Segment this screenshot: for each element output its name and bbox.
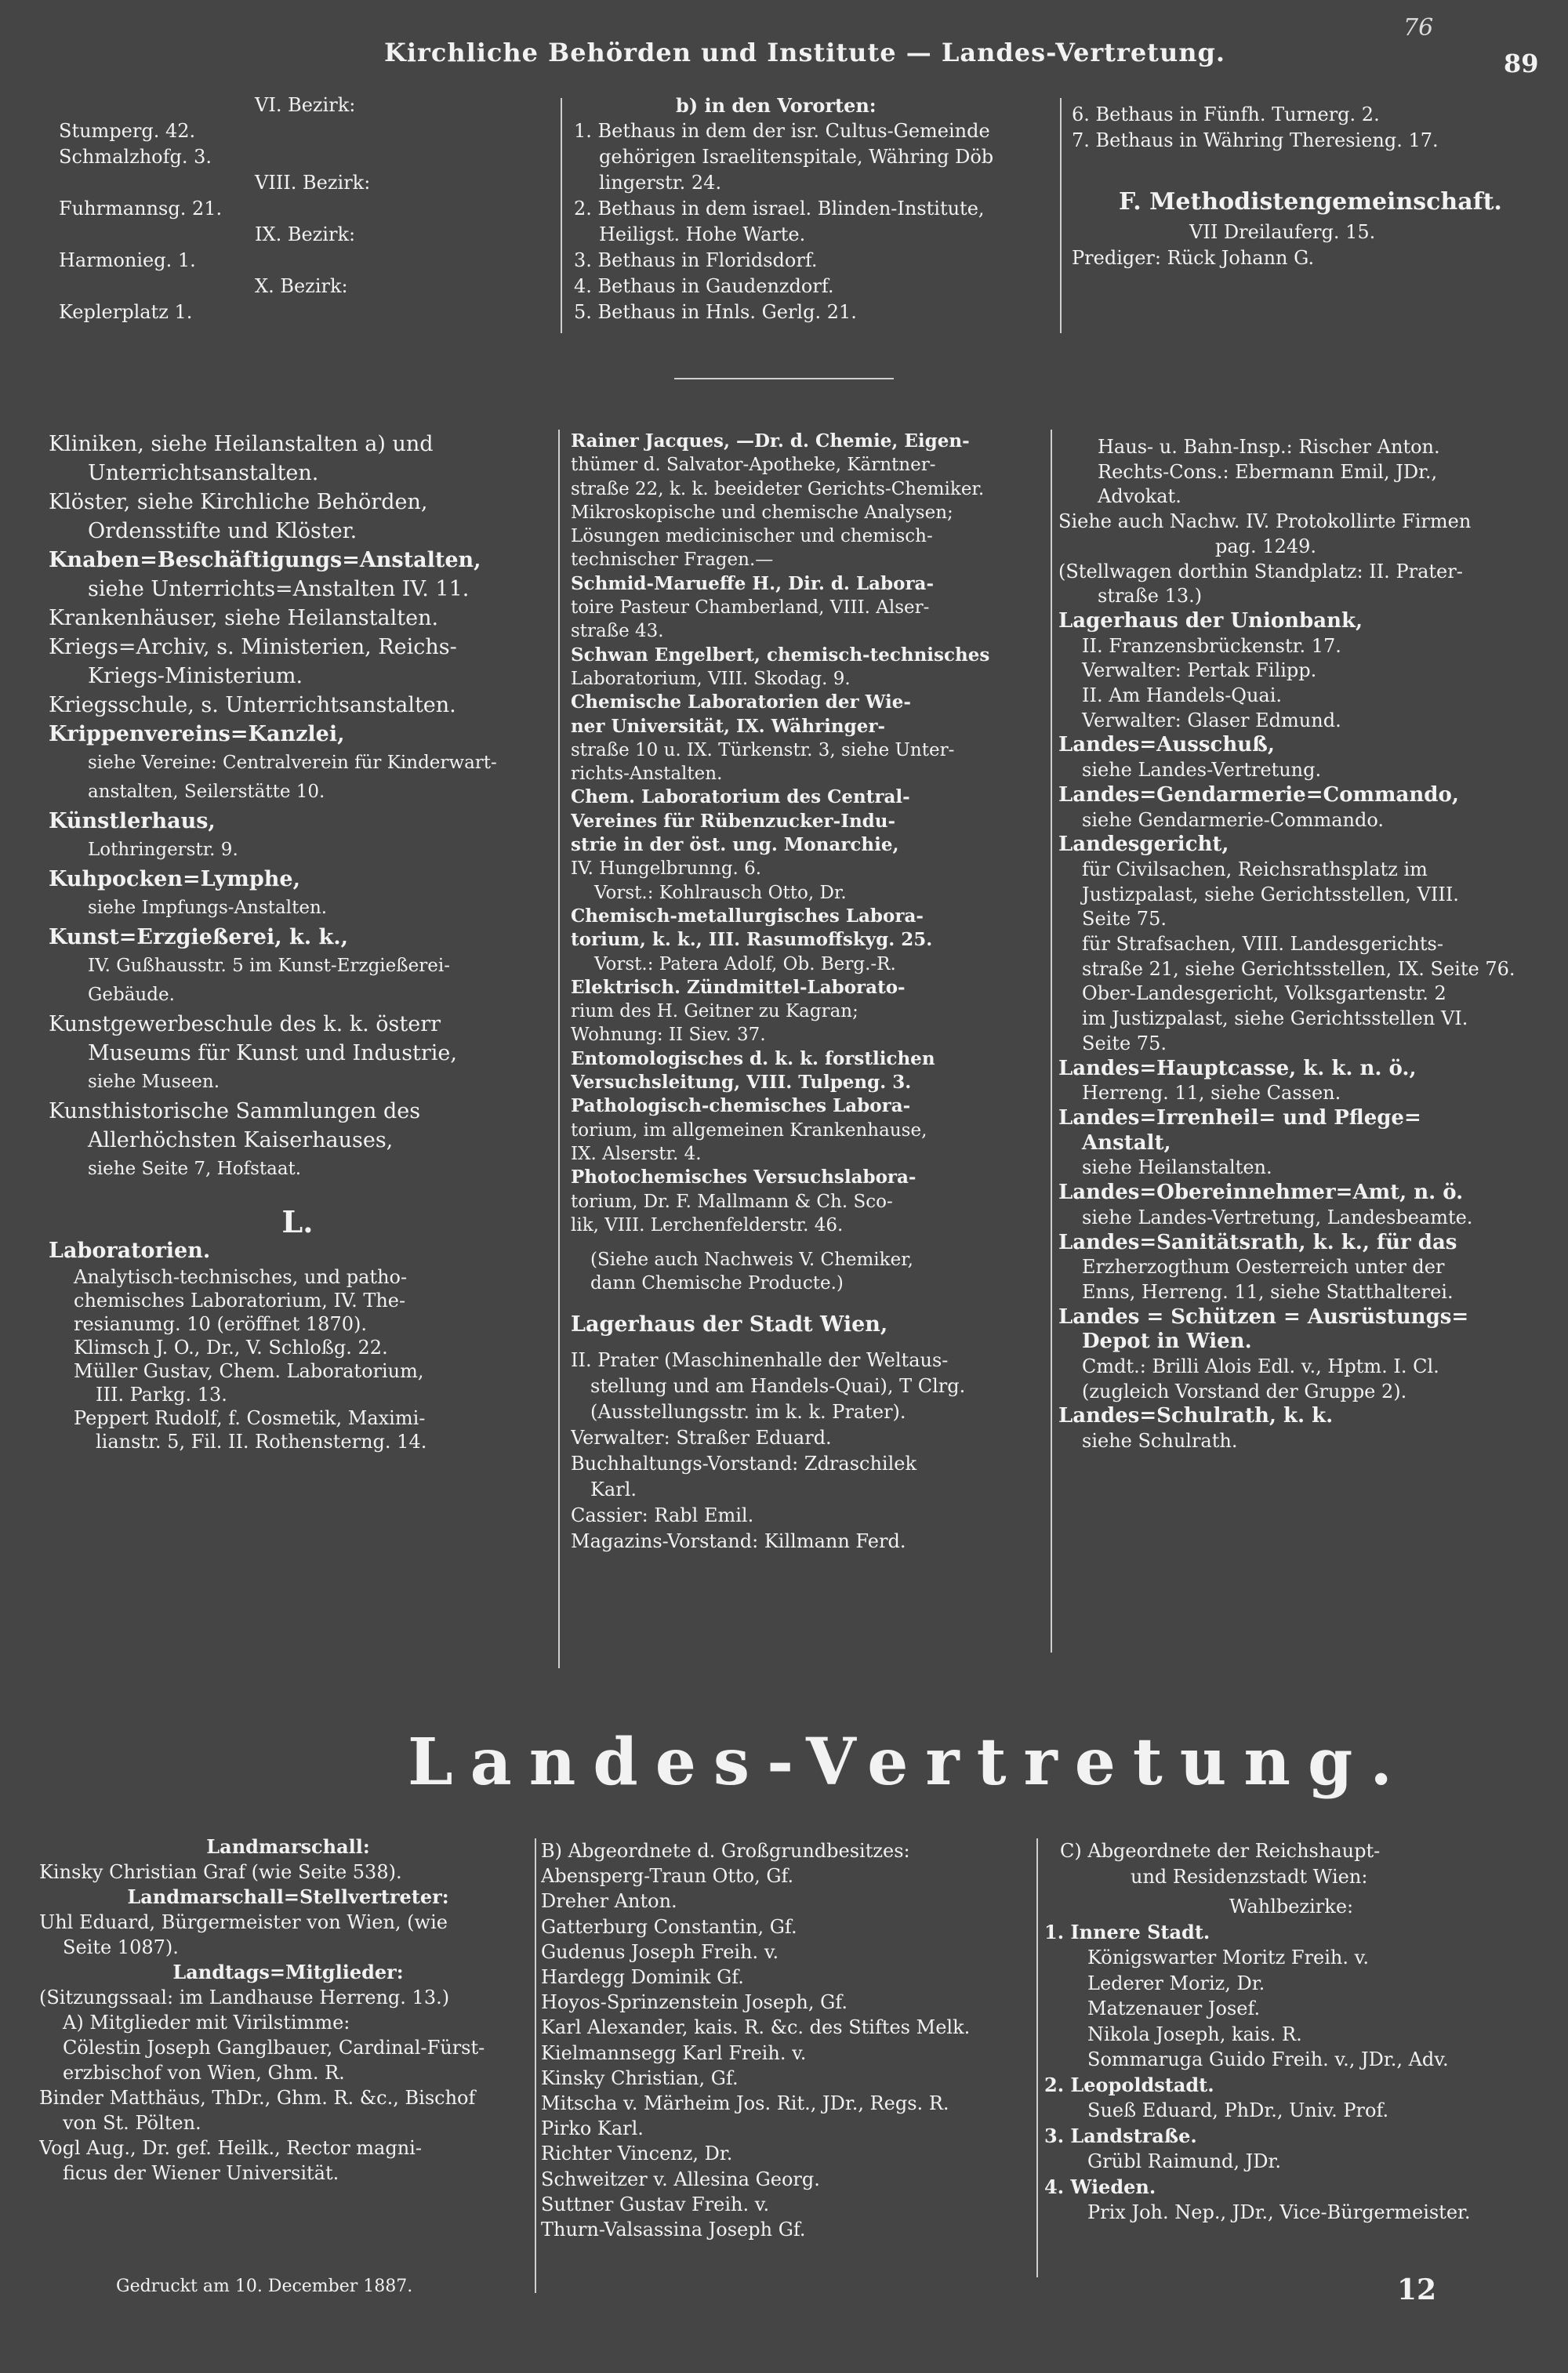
column-rule xyxy=(1051,430,1052,1653)
entry-line: Chemische Laboratorien der Wie- xyxy=(571,691,911,713)
entry-line: Verwalter: Glaser Edmund. xyxy=(1082,709,1341,731)
entry-line: Landes = Schützen = Ausrüstungs= xyxy=(1058,1304,1469,1329)
entry-line: Kuhpocken=Lymphe, xyxy=(49,867,300,891)
entry-line: straße 43. xyxy=(571,621,664,642)
list-item: Prediger: Rück Johann G. xyxy=(1072,247,1315,269)
entry-line: Magazins-Vorstand: Killmann Ferd. xyxy=(571,1529,906,1552)
entry-line: Landesgericht, xyxy=(1058,833,1229,857)
entry-line: Uhl Eduard, Bürgermeister von Wien, (wie xyxy=(39,1911,448,1933)
print-note: Gedruckt am 10. December 1887. xyxy=(116,2277,413,2296)
entry-line: Landes=Ausschuß, xyxy=(1058,733,1275,757)
entry-line: Vogl Aug., Dr. gef. Heilk., Rector magni- xyxy=(39,2137,422,2159)
entry-line: Knaben=Beschäftigungs=Anstalten, xyxy=(49,548,481,572)
entry-line: straße 13.) xyxy=(1098,585,1203,608)
entry-line: Richter Vincenz, Dr. xyxy=(541,2143,733,2165)
entry-line: siehe Seite 7, Hofstaat. xyxy=(88,1159,302,1179)
entry-line: Justizpalast, siehe Gerichtsstellen, VIII. xyxy=(1082,883,1459,905)
entry-line: ficus der Wiener Universität. xyxy=(63,2162,339,2184)
entry-line: Vorst.: Patera Adolf, Ob. Berg.-R. xyxy=(594,953,896,974)
entry-line: III. Parkg. 13. xyxy=(96,1384,227,1406)
list-item: 3. Bethaus in Floridsdorf. xyxy=(574,249,818,271)
entry-line: Laboratorium, VIII. Skodag. 9. xyxy=(571,668,851,689)
list-item: Heiligst. Hohe Warte. xyxy=(599,223,806,245)
entry-line: Herreng. 11, siehe Cassen. xyxy=(1082,1082,1341,1105)
entry-line: Kunst=Erzgießerei, k. k., xyxy=(49,925,349,949)
entry-line: Gudenus Joseph Freih. v. xyxy=(541,1940,779,1963)
entry-line: Schweitzer v. Allesina Georg. xyxy=(541,2168,820,2190)
entry-line: lianstr. 5, Fil. II. Rothensterng. 14. xyxy=(96,1431,427,1453)
entry-line: Pathologisch-chemisches Labora- xyxy=(571,1095,911,1117)
entry-line: Kinsky Christian, Gf. xyxy=(541,2066,739,2089)
entry-line: Kliniken, siehe Heilanstalten a) und xyxy=(49,432,434,456)
entry-line: Erzherzogthum Oesterreich unter der xyxy=(1082,1256,1445,1279)
entry-line: Kielmannsegg Karl Freih. v. xyxy=(541,2041,807,2064)
entry-line: Nikola Joseph, kais. R. xyxy=(1087,2023,1302,2045)
entry-line: Analytisch-technisches, und patho- xyxy=(74,1266,408,1288)
entry-line: Kriegsschule, s. Unterrichtsanstalten. xyxy=(49,693,456,717)
entry-line: Seite 75. xyxy=(1082,908,1167,931)
mid-col1 xyxy=(49,430,546,1453)
list-item: lingerstr. 24. xyxy=(599,172,722,194)
list-item: 1. Bethaus in dem der isr. Cultus-Gemeinde xyxy=(574,120,990,142)
signature-number: 12 xyxy=(1397,2273,1437,2306)
entry-line: ner Universität, IX. Währinger- xyxy=(571,715,885,737)
entry-line: (zugleich Vorstand der Gruppe 2). xyxy=(1082,1380,1407,1402)
entry-line: Vorst.: Kohlrausch Otto, Dr. xyxy=(594,882,847,903)
entry-line: für Civilsachen, Reichsrathsplatz im xyxy=(1082,858,1428,880)
top-col1 xyxy=(59,93,553,325)
entry-line: Enns, Herreng. 11, siehe Statthalterei. xyxy=(1082,1280,1454,1303)
entry-line: Peppert Rudolf, f. Cosmetik, Maximi- xyxy=(74,1407,426,1429)
column-rule xyxy=(1036,1838,1038,2277)
entry-line: richts-Anstalten. xyxy=(571,764,723,785)
entry-line: stellung und am Handels-Quai), T Clrg. xyxy=(590,1374,966,1397)
district-heading: IX. Bezirk: xyxy=(255,223,356,245)
section-col3 xyxy=(1044,1838,1538,2226)
entry-line: siehe Gendarmerie-Commando. xyxy=(1082,808,1384,831)
entry-line: IX. Alserstr. 4. xyxy=(571,1143,702,1164)
entry-line: 1. Innere Stadt. xyxy=(1044,1920,1210,1943)
entry-line: Königswarter Moritz Freih. v. xyxy=(1087,1947,1369,1968)
entry-line: II. Franzensbrückenstr. 17. xyxy=(1082,634,1341,657)
divider xyxy=(674,378,894,379)
entry-line: Schwan Engelbert, chemisch-technisches xyxy=(571,644,990,666)
entry-line: Hoyos-Sprinzenstein Joseph, Gf. xyxy=(541,1991,848,2014)
entry-line: chemisches Laboratorium, IV. The- xyxy=(74,1290,406,1312)
entry-line: siehe Landes-Vertretung, Landesbeamte. xyxy=(1082,1206,1473,1228)
entry-line: resianumg. 10 (eröffnet 1870). xyxy=(74,1313,367,1335)
entry-line: Karl. xyxy=(590,1478,637,1500)
entry-line: straße 21, siehe Gerichtsstellen, IX. Seite 76. xyxy=(1082,957,1515,980)
entry-line: Künstlerhaus, xyxy=(49,809,216,833)
entry-line: toire Pasteur Chamberland, VIII. Alser- xyxy=(571,597,930,619)
entry-line: Lederer Moriz, Dr. xyxy=(1087,1972,1265,1994)
section-heading: Landmarschall: xyxy=(206,1835,370,1858)
entry-line: Photochemisches Versuchslabora- xyxy=(571,1167,916,1188)
entry-line: Lothringerstr. 9. xyxy=(88,840,238,860)
entry-line: Haus- u. Bahn-Insp.: Rischer Anton. xyxy=(1098,436,1440,458)
entry-line: anstalten, Seilerstätte 10. xyxy=(88,782,325,802)
list-item: Keplerplatz 1. xyxy=(59,301,193,323)
list-item: Harmonieg. 1. xyxy=(59,249,196,271)
entry-line: Anstalt, xyxy=(1082,1130,1171,1155)
entry-line: Hardegg Dominik Gf. xyxy=(541,1966,744,1989)
entry-line: Prix Joh. Nep., JDr., Vice-Bürgermeister. xyxy=(1087,2201,1471,2223)
list-item: 2. Bethaus in dem israel. Blinden-Institute, xyxy=(574,198,985,220)
entry-line: (Stellwagen dorthin Standplatz: II. Prater- xyxy=(1058,560,1463,582)
entry-line: Vereines für Rübenzucker-Indu- xyxy=(571,810,896,832)
entry-line: Binder Matthäus, ThDr., Ghm. R. &c., Bischof xyxy=(39,2087,476,2109)
district-heading: VIII. Bezirk: xyxy=(255,172,371,194)
column-rule xyxy=(1060,98,1062,333)
page-header-title: Kirchliche Behörden und Institute — Landes-Vertretung. xyxy=(384,38,1225,67)
entry-line: strie in der öst. ung. Monarchie, xyxy=(571,834,899,856)
entry-line: Buchhaltungs-Vorstand: Zdraschilek xyxy=(571,1452,917,1475)
entry-line: C) Abgeordnete der Reichshaupt- xyxy=(1060,1840,1381,1862)
entry-line: siehe Impfungs-Anstalten. xyxy=(88,898,328,918)
entry-line: 2. Leopoldstadt. xyxy=(1044,2073,1214,2096)
list-item: Schmalzhofg. 3. xyxy=(59,146,212,168)
entry-line: Schmid-Marueffe H., Dir. d. Labora- xyxy=(571,572,935,594)
entry-line: Klimsch J. O., Dr., V. Schloßg. 22. xyxy=(74,1337,388,1359)
entry-line: Ober-Landesgericht, Volksgartenstr. 2 xyxy=(1082,982,1446,1005)
page-number: 89 xyxy=(1504,49,1539,78)
entry-line: Sueß Eduard, PhDr., Univ. Prof. xyxy=(1087,2099,1389,2121)
entry-line: Cmdt.: Brilli Alois Edl. v., Hptm. I. Cl. xyxy=(1082,1355,1439,1378)
entry-line: Lagerhaus der Stadt Wien, xyxy=(571,1312,888,1337)
entry-line: erzbischof von Wien, Ghm. R. xyxy=(63,2062,345,2084)
entry-line: Grübl Raimund, JDr. xyxy=(1087,2150,1281,2172)
entry-line: Landes=Gendarmerie=Commando, xyxy=(1058,782,1459,807)
section-col1 xyxy=(39,1834,537,2186)
entry-line: Museums für Kunst und Industrie, xyxy=(88,1041,457,1065)
entry-line: Depot in Wien. xyxy=(1082,1330,1252,1354)
entry-line: Ordensstifte und Klöster. xyxy=(88,519,358,543)
entry-line: Wohnung: II Siev. 37. xyxy=(571,1025,766,1046)
entry-line: Seite 1087). xyxy=(63,1936,179,1958)
list-item: 6. Bethaus in Fünfh. Turnerg. 2. xyxy=(1072,103,1380,125)
entry-line: II. Prater (Maschinenhalle der Weltaus- xyxy=(571,1348,949,1371)
entry-line: Versuchsleitung, VIII. Tulpeng. 3. xyxy=(571,1072,912,1094)
entry-line: Gebäude. xyxy=(88,985,175,1005)
entry-line: pag. 1249. xyxy=(1215,535,1316,557)
entry-line: Entomologisches d. k. k. forstlichen xyxy=(571,1047,935,1069)
entry-line: Suttner Gustav Freih. v. xyxy=(541,2193,770,2215)
mid-col2 xyxy=(571,430,1045,1555)
entry-line: Thurn-Valsassina Joseph Gf. xyxy=(541,2219,806,2241)
entry-line: (Siehe auch Nachweis V. Chemiker, xyxy=(590,1250,913,1271)
section-heading: b) in den Vororten: xyxy=(676,94,877,117)
entry-line: torium, im allgemeinen Krankenhause, xyxy=(571,1119,927,1141)
list-item: VII Dreilauferg. 15. xyxy=(1189,221,1376,243)
entry-line: Siehe auch Nachw. IV. Protokollirte Firmen xyxy=(1058,510,1472,533)
entry-line: A) Mitglieder mit Virilstimme: xyxy=(63,2012,350,2034)
entry-line: von St. Pölten. xyxy=(63,2112,201,2134)
entry-line: Seite 75. xyxy=(1082,1032,1167,1054)
entry-line: Krippenvereins=Kanzlei, xyxy=(49,722,345,746)
district-heading: VI. Bezirk: xyxy=(255,94,356,116)
list-item: gehörigen Israelitenspitale, Währing Döb xyxy=(599,146,994,168)
entry-line: Kriegs=Archiv, s. Ministerien, Reichs- xyxy=(49,635,457,659)
entry-line: Cassier: Rabl Emil. xyxy=(571,1504,754,1526)
entry-line: Kunstgewerbeschule des k. k. österr xyxy=(49,1012,441,1036)
entry-line: Sommaruga Guido Freih. v., JDr., Adv. xyxy=(1087,2048,1449,2070)
entry-line: straße 10 u. IX. Türkenstr. 3, siehe Unter- xyxy=(571,739,955,760)
entry-line: Rainer Jacques, —Dr. d. Chemie, Eigen- xyxy=(571,430,970,452)
entry-line: thümer d. Salvator-Apotheke, Kärntner- xyxy=(571,455,936,476)
column-rule xyxy=(558,430,560,1668)
entry-line: Landes=Schulrath, k. k. xyxy=(1058,1404,1334,1428)
column-rule xyxy=(561,98,562,333)
entry-line: Lagerhaus der Unionbank, xyxy=(1058,608,1363,633)
top-col3 xyxy=(1072,102,1542,271)
entry-line: Matzenauer Josef. xyxy=(1087,1997,1261,2019)
section-title: Landes-Vertretung. xyxy=(408,1725,1410,1800)
list-item: 5. Bethaus in Hnls. Gerlg. 21. xyxy=(574,301,857,323)
entry-line: Kunsthistorische Sammlungen des xyxy=(49,1099,421,1123)
entry-line: siehe Landes-Vertretung. xyxy=(1082,759,1322,782)
entry-line: siehe Schulrath. xyxy=(1082,1430,1238,1453)
entry-line: Dreher Anton. xyxy=(541,1890,677,1913)
entry-line: Abensperg-Traun Otto, Gf. xyxy=(541,1865,794,1888)
entry-line: im Justizpalast, siehe Gerichtsstellen VI. xyxy=(1082,1007,1468,1030)
entry-line: Elektrisch. Zündmittel-Laborato- xyxy=(571,976,906,998)
section-heading: Landtags=Mitglieder: xyxy=(172,1961,404,1983)
column-rule xyxy=(535,1838,536,2293)
entry-line: (Ausstellungsstr. im k. k. Prater). xyxy=(590,1400,906,1423)
entry-line: Landes=Sanitätsrath, k. k., für das xyxy=(1058,1230,1457,1254)
entry-line: Verwalter: Straßer Eduard. xyxy=(571,1426,832,1449)
entry-line: Chem. Laboratorium des Central- xyxy=(571,786,910,808)
entry-line: Klöster, siehe Kirchliche Behörden, xyxy=(49,490,428,514)
section-col2 xyxy=(541,1838,1027,2242)
entry-line: Landes=Irrenheil= und Pflege= xyxy=(1058,1105,1421,1130)
entry-line: Wahlbezirke: xyxy=(1229,1896,1354,1918)
entry-line: Landes=Obereinnehmer=Amt, n. ö. xyxy=(1058,1181,1464,1205)
entry-line: B) Abgeordnete d. Großgrundbesitzes: xyxy=(541,1840,910,1862)
entry-line: Allerhöchsten Kaiserhauses, xyxy=(88,1128,394,1152)
entry-line: Unterrichtsanstalten. xyxy=(88,461,319,485)
entry-line: II. Am Handels-Quai. xyxy=(1082,684,1283,707)
entry-line: Verwalter: Pertak Filipp. xyxy=(1082,659,1317,682)
entry-line: Kriegs-Ministerium. xyxy=(88,664,303,688)
entry-line: Advokat. xyxy=(1098,485,1181,508)
entry-line: 4. Wieden. xyxy=(1044,2175,1156,2198)
list-item: Stumperg. 42. xyxy=(59,120,196,142)
entry-line: Müller Gustav, Chem. Laboratorium, xyxy=(74,1360,424,1382)
entry-line: Laboratorien. xyxy=(49,1239,211,1263)
top-col2 xyxy=(574,93,1060,325)
entry-line: Lösungen medicinischer und chemisch- xyxy=(571,526,933,547)
entry-line: rium des H. Geitner zu Kagran; xyxy=(571,1001,858,1022)
entry-line: technischer Fragen.— xyxy=(571,550,774,571)
entry-line: 3. Landstraße. xyxy=(1044,2124,1197,2147)
list-item: 7. Bethaus in Währing Theresieng. 17. xyxy=(1072,129,1439,151)
entry-line: Mitscha v. Märheim Jos. Rit., JDr., Regs. R. xyxy=(541,2092,949,2115)
entry-line: Pirko Karl. xyxy=(541,2117,644,2140)
entry-line: siehe Heilanstalten. xyxy=(1082,1156,1272,1179)
entry-line: Gatterburg Constantin, Gf. xyxy=(541,1915,797,1938)
list-item: Fuhrmannsg. 21. xyxy=(59,198,223,220)
entry-line: Rechts-Cons.: Ebermann Emil, JDr., xyxy=(1098,460,1438,483)
mid-col3 xyxy=(1058,435,1548,1454)
entry-line: für Strafsachen, VIII. Landesgerichts- xyxy=(1082,933,1443,956)
entry-line: siehe Unterrichts=Anstalten IV. 11. xyxy=(88,577,470,601)
handwritten-note: 76 xyxy=(1403,14,1434,42)
list-item: 4. Bethaus in Gaudenzdorf. xyxy=(574,275,834,297)
entry-line: Chemisch-metallurgisches Labora- xyxy=(571,905,924,927)
entry-line: Landes=Hauptcasse, k. k. n. ö., xyxy=(1058,1056,1417,1080)
entry-line: siehe Vereine: Centralverein für Kinderwart- xyxy=(88,753,497,773)
entry-line: (Sitzungssaal: im Landhause Herreng. 13.) xyxy=(39,1987,450,2008)
section-letter: L. xyxy=(281,1207,314,1236)
entry-line: Kinsky Christian Graf (wie Seite 538). xyxy=(39,1861,402,1883)
entry-line: torium, k. k., III. Rasumoffskyg. 25. xyxy=(571,929,933,951)
section-heading: Landmarschall=Stellvertreter: xyxy=(127,1885,449,1908)
entry-line: straße 22, k. k. beeideter Gerichts-Chemiker. xyxy=(571,478,985,499)
entry-line: IV. Hungelbrunng. 6. xyxy=(571,858,762,880)
entry-line: torium, Dr. F. Mallmann & Ch. Sco- xyxy=(571,1191,893,1212)
entry-line: Krankenhäuser, siehe Heilanstalten. xyxy=(49,606,439,630)
entry-line: Cölestin Joseph Ganglbauer, Cardinal-Fürst- xyxy=(63,2037,485,2059)
entry-line: Mikroskopische und chemische Analysen; xyxy=(571,502,953,523)
entry-line: Karl Alexander, kais. R. &c. des Stiftes Melk. xyxy=(541,2016,971,2039)
entry-line: IV. Gußhausstr. 5 im Kunst-Erzgießerei- xyxy=(88,956,450,976)
district-heading: X. Bezirk: xyxy=(255,275,348,297)
entry-line: dann Chemische Producte.) xyxy=(590,1273,844,1294)
section-heading: F. Methodistengemeinschaft. xyxy=(1119,188,1502,216)
entry-line: siehe Museen. xyxy=(88,1072,220,1092)
entry-line: und Residenzstadt Wien: xyxy=(1131,1865,1368,1888)
entry-line: lik, VIII. Lerchenfelderstr. 46. xyxy=(571,1214,844,1235)
